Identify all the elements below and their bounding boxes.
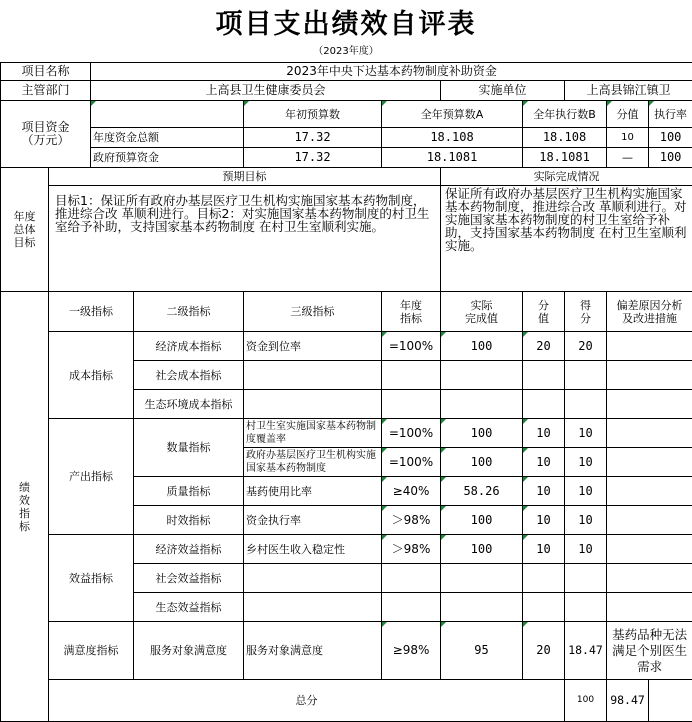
gov-budget-rate: 100 xyxy=(649,148,692,168)
output-q2-score: 10 xyxy=(565,448,607,477)
output-q2-points: 10 xyxy=(523,448,565,477)
perf-indicators-label: 绩 效 指 标 xyxy=(1,292,49,722)
cost-economic-target: =100% xyxy=(382,332,441,361)
total-score: 98.47 xyxy=(607,680,649,722)
level1-header: 一级指标 xyxy=(49,292,134,332)
output-timeliness-target: ＞98% xyxy=(382,506,441,535)
year-label: （2023年度） xyxy=(313,46,379,57)
funds-header-blank xyxy=(91,101,244,128)
output-quality-actual: 58.26 xyxy=(441,477,523,506)
cost-economic-deviation xyxy=(607,332,692,361)
page-title: 项目支出绩效自评表 xyxy=(215,9,477,40)
output-timeliness-l3: 资金执行率 xyxy=(244,506,382,535)
output-timeliness-score: 10 xyxy=(565,506,607,535)
exec-rate-header: 执行率 xyxy=(649,101,692,128)
cost-economic-points: 20 xyxy=(523,332,565,361)
points-header: 分值 xyxy=(607,101,649,128)
benefit-economic-points: 10 xyxy=(523,535,565,564)
satisfaction-score: 18.47 xyxy=(565,622,607,680)
satisfaction-points: 20 xyxy=(523,622,565,680)
benefit-economic-actual: 100 xyxy=(441,535,523,564)
cost-eco-label: 生态环境成本指标 xyxy=(134,390,244,419)
actual-status-header: 实际完成情况 xyxy=(441,168,692,186)
cost-indicator-label: 成本指标 xyxy=(49,332,134,419)
satisfaction-target: ≥98% xyxy=(382,622,441,680)
benefit-economic-target: ＞98% xyxy=(382,535,441,564)
gov-budget-exec: 18.1081 xyxy=(523,148,607,168)
output-timeliness-actual: 100 xyxy=(441,506,523,535)
annual-goal-label: 年度 总体 目标 xyxy=(1,168,49,292)
annual-total-exec: 18.108 xyxy=(523,128,607,148)
satisfaction-l3: 服务对象满意度 xyxy=(244,622,382,680)
output-q1-actual: 100 xyxy=(441,419,523,448)
output-q1-l3: 村卫生室实施国家基本药物制度覆盖率 xyxy=(244,419,382,448)
full-year-budget-header: 全年预算数A xyxy=(382,101,523,128)
annual-total-initial: 17.32 xyxy=(244,128,382,148)
satisfaction-l2: 服务对象满意度 xyxy=(134,622,244,680)
annual-indicator-header: 年度 指标 xyxy=(382,292,441,332)
output-quality-points: 10 xyxy=(523,477,565,506)
benefit-economic-l3: 乡村医生收入稳定性 xyxy=(244,535,382,564)
benefit-eco-label: 生态效益指标 xyxy=(134,593,244,622)
output-quality-label: 质量指标 xyxy=(134,477,244,506)
gov-budget-points: — xyxy=(607,148,649,168)
cost-economic-label: 经济成本指标 xyxy=(134,332,244,361)
output-timeliness-points: 10 xyxy=(523,506,565,535)
initial-budget-header: 年初预算数 xyxy=(244,101,382,128)
output-indicator-label: 产出指标 xyxy=(49,419,134,535)
output-q2-l3: 政府办基层医疗卫生机构实施国家基本药物制度 xyxy=(244,448,382,477)
gov-budget-label: 政府预算资金 xyxy=(91,148,244,168)
department-label: 主管部门 xyxy=(1,81,91,101)
output-quality-target: ≥40% xyxy=(382,477,441,506)
satisfaction-actual: 95 xyxy=(441,622,523,680)
cost-economic-score: 20 xyxy=(565,332,607,361)
gov-budget-budget: 18.1081 xyxy=(382,148,523,168)
gov-budget-initial: 17.32 xyxy=(244,148,382,168)
funds-label: 项目资金 （万元） xyxy=(1,101,91,168)
cost-social-label: 社会成本指标 xyxy=(134,361,244,390)
annual-total-budget: 18.108 xyxy=(382,128,523,148)
output-quality-score: 10 xyxy=(565,477,607,506)
impl-unit-label: 实施单位 xyxy=(441,81,565,101)
output-q1-points: 10 xyxy=(523,419,565,448)
actual-status-text: 保证所有政府办基层医疗卫生机构实施国家基本药物制度，推进综合改 革顺利进行。对实施国家基本药物制度的村卫生室给予补助，支持国家基本药物制度 在村卫生室顺利实施。 xyxy=(441,186,692,292)
annual-total-rate: 100 xyxy=(649,128,692,148)
annual-total-points: 10 xyxy=(607,128,649,148)
benefit-social-label: 社会效益指标 xyxy=(134,564,244,593)
total-label: 总分 xyxy=(49,680,565,722)
level3-header: 三级指标 xyxy=(244,292,382,332)
level2-header: 二级指标 xyxy=(134,292,244,332)
cost-economic-actual: 100 xyxy=(441,332,523,361)
output-q2-actual: 100 xyxy=(441,448,523,477)
deviation-header: 偏差原因分析 及改进措施 xyxy=(607,292,692,332)
total-points: 100 xyxy=(565,680,607,722)
satisfaction-indicator-label: 满意度指标 xyxy=(49,622,134,680)
output-q1-target: =100% xyxy=(382,419,441,448)
benefit-indicator-label: 效益指标 xyxy=(49,535,134,622)
output-q1-score: 10 xyxy=(565,419,607,448)
evaluation-table xyxy=(0,62,692,722)
output-quantity-label: 数量指标 xyxy=(134,419,244,477)
expected-goal-header: 预期目标 xyxy=(49,168,441,186)
output-q2-target: =100% xyxy=(382,448,441,477)
department-value: 上高县卫生健康委员会 xyxy=(91,81,441,101)
annual-total-label: 年度资金总额 xyxy=(91,128,244,148)
actual-value-header: 实际 完成值 xyxy=(441,292,523,332)
points2-header: 分 值 xyxy=(523,292,565,332)
output-quality-l3: 基药使用比率 xyxy=(244,477,382,506)
satisfaction-deviation: 基药品种无法满足个别医生需求 xyxy=(607,622,692,680)
cost-economic-l3: 资金到位率 xyxy=(244,332,382,361)
project-name-value: 2023年中央下达基本药物制度补助资金 xyxy=(91,63,692,81)
project-name-label: 项目名称 xyxy=(1,63,91,81)
benefit-economic-score: 10 xyxy=(565,535,607,564)
impl-unit-value: 上高县锦江镇卫 xyxy=(565,81,692,101)
benefit-economic-label: 经济效益指标 xyxy=(134,535,244,564)
output-timeliness-label: 时效指标 xyxy=(134,506,244,535)
expected-goal-text: 目标1：保证所有政府办基层医疗卫生机构实施国家基本药物制度，推进综合改 革顺利进行。目标2：对实施国家基本药物制度的村卫生室给予补助，支持国家基本药物制度 在村卫生室顺利实施。 xyxy=(49,186,441,292)
score2-header: 得 分 xyxy=(565,292,607,332)
full-year-exec-header: 全年执行数B xyxy=(523,101,607,128)
